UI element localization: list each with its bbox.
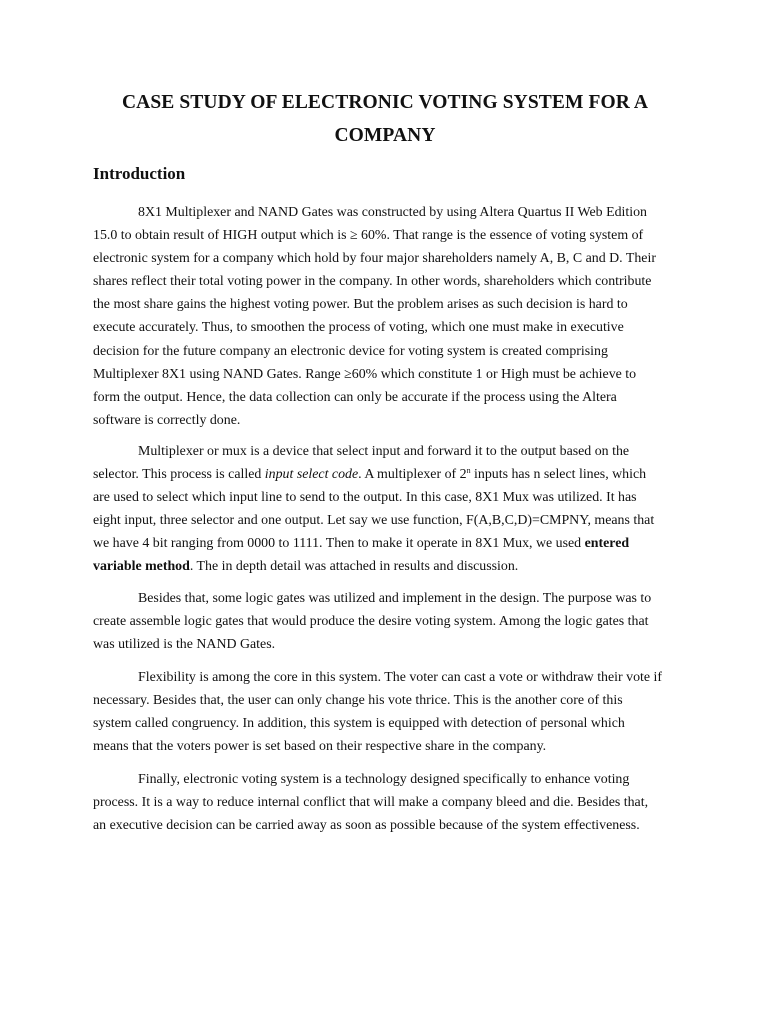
paragraph-line: an executive decision can be carried away as soon as possible because of the system effectiveness.	[93, 818, 640, 834]
paragraph-line: electronic system for a company which hold by four major shareholders namely A, B, C and D. Their	[93, 251, 656, 267]
superscript: n	[466, 466, 471, 476]
paragraph-line: the most share gains the highest voting power. But the problem arises as such decision is hard to	[93, 297, 628, 313]
paragraph-line: shares reflect their total voting power in the company. In other words, shareholders which contribute	[93, 274, 652, 290]
paragraph-line: 8X1 Multiplexer and NAND Gates was constructed by using Altera Quartus II Web Edition	[138, 205, 648, 220]
paragraph-line: Besides that, some logic gates was utilized and implement in the design. The purpose was to	[138, 591, 652, 606]
paragraph-line: eight input, three selector and one output. Let say we use function, F(A,B,C,D)=CMPNY, means that	[93, 513, 655, 529]
text-run: . A multiplexer of 2	[358, 467, 467, 483]
paragraph-line: form the output. Hence, the data collection can only be accurate if the process using the Altera	[93, 389, 617, 405]
paragraph-line: Multiplexer or mux is a device that select input and forward it to the output based on the	[138, 444, 630, 459]
text-run: selector. This process is called	[93, 467, 265, 483]
paragraph-line: execute accurately. Thus, to smoothen the process of voting, which one must make in executive	[93, 320, 624, 336]
paragraph-line: Finally, electronic voting system is a technology designed specifically to enhance voting	[138, 772, 630, 787]
paragraph-line: create assemble logic gates that would produce the desire voting system. Among the logic gates that	[93, 614, 649, 630]
paragraph-1	[93, 201, 683, 432]
paragraph-line: Flexibility is among the core in this system. The voter can cast a vote or withdraw their vote if	[138, 670, 662, 685]
paragraph-line: are used to select which input line to send to the output. In this case, 8X1 Mux was utilized. It has	[93, 490, 637, 506]
paragraph-line: system called congruency. In addition, this system is equipped with detection of personal which	[93, 716, 625, 732]
text-run: inputs has n select lines, which	[470, 467, 647, 483]
paragraph-line: means that the voters power is set based on their respective share in the company.	[93, 739, 547, 755]
paragraph-line: software is correctly done.	[93, 412, 241, 428]
paragraph-line: necessary. Besides that, the user can only change his vote thrice. This is the another core of this	[93, 693, 623, 709]
document-title: CASE STUDY OF ELECTRONIC VOTING SYSTEM FOR A COMPANY	[121, 92, 649, 146]
paragraph-line	[93, 463, 683, 486]
paragraph-line: 15.0 to obtain result of HIGH output which is ≥ 60%. That range is the essence of voting system of	[93, 228, 644, 244]
paragraph-line: decision for the future company an electronic device for voting system is created comprising	[93, 343, 608, 359]
paragraph-4	[93, 666, 683, 758]
bold-term: variable method	[93, 559, 190, 575]
paragraph-line	[93, 555, 683, 578]
paragraph-3	[93, 587, 683, 656]
section-heading: Introduction	[93, 164, 186, 183]
paragraph-line: Multiplexer 8X1 using NAND Gates. Range ≥60% which constitute 1 or High must be achieve to	[93, 366, 637, 382]
paragraph-line	[93, 532, 683, 555]
paragraph-line: was utilized is the NAND Gates.	[93, 637, 276, 653]
paragraph-5	[93, 768, 683, 837]
text-run: we have 4 bit ranging from 0000 to 1111. Then to make it operate in 8X1 Mux, we used	[93, 536, 585, 552]
italic-term: input select code	[264, 467, 359, 483]
paragraph-line: process. It is a way to reduce internal conflict that will make a company bleed and die. Besides that,	[93, 795, 649, 811]
bold-term: entered	[584, 536, 630, 552]
paragraph-2	[93, 440, 683, 579]
text-run: . The in depth detail was attached in results and discussion.	[189, 559, 519, 575]
